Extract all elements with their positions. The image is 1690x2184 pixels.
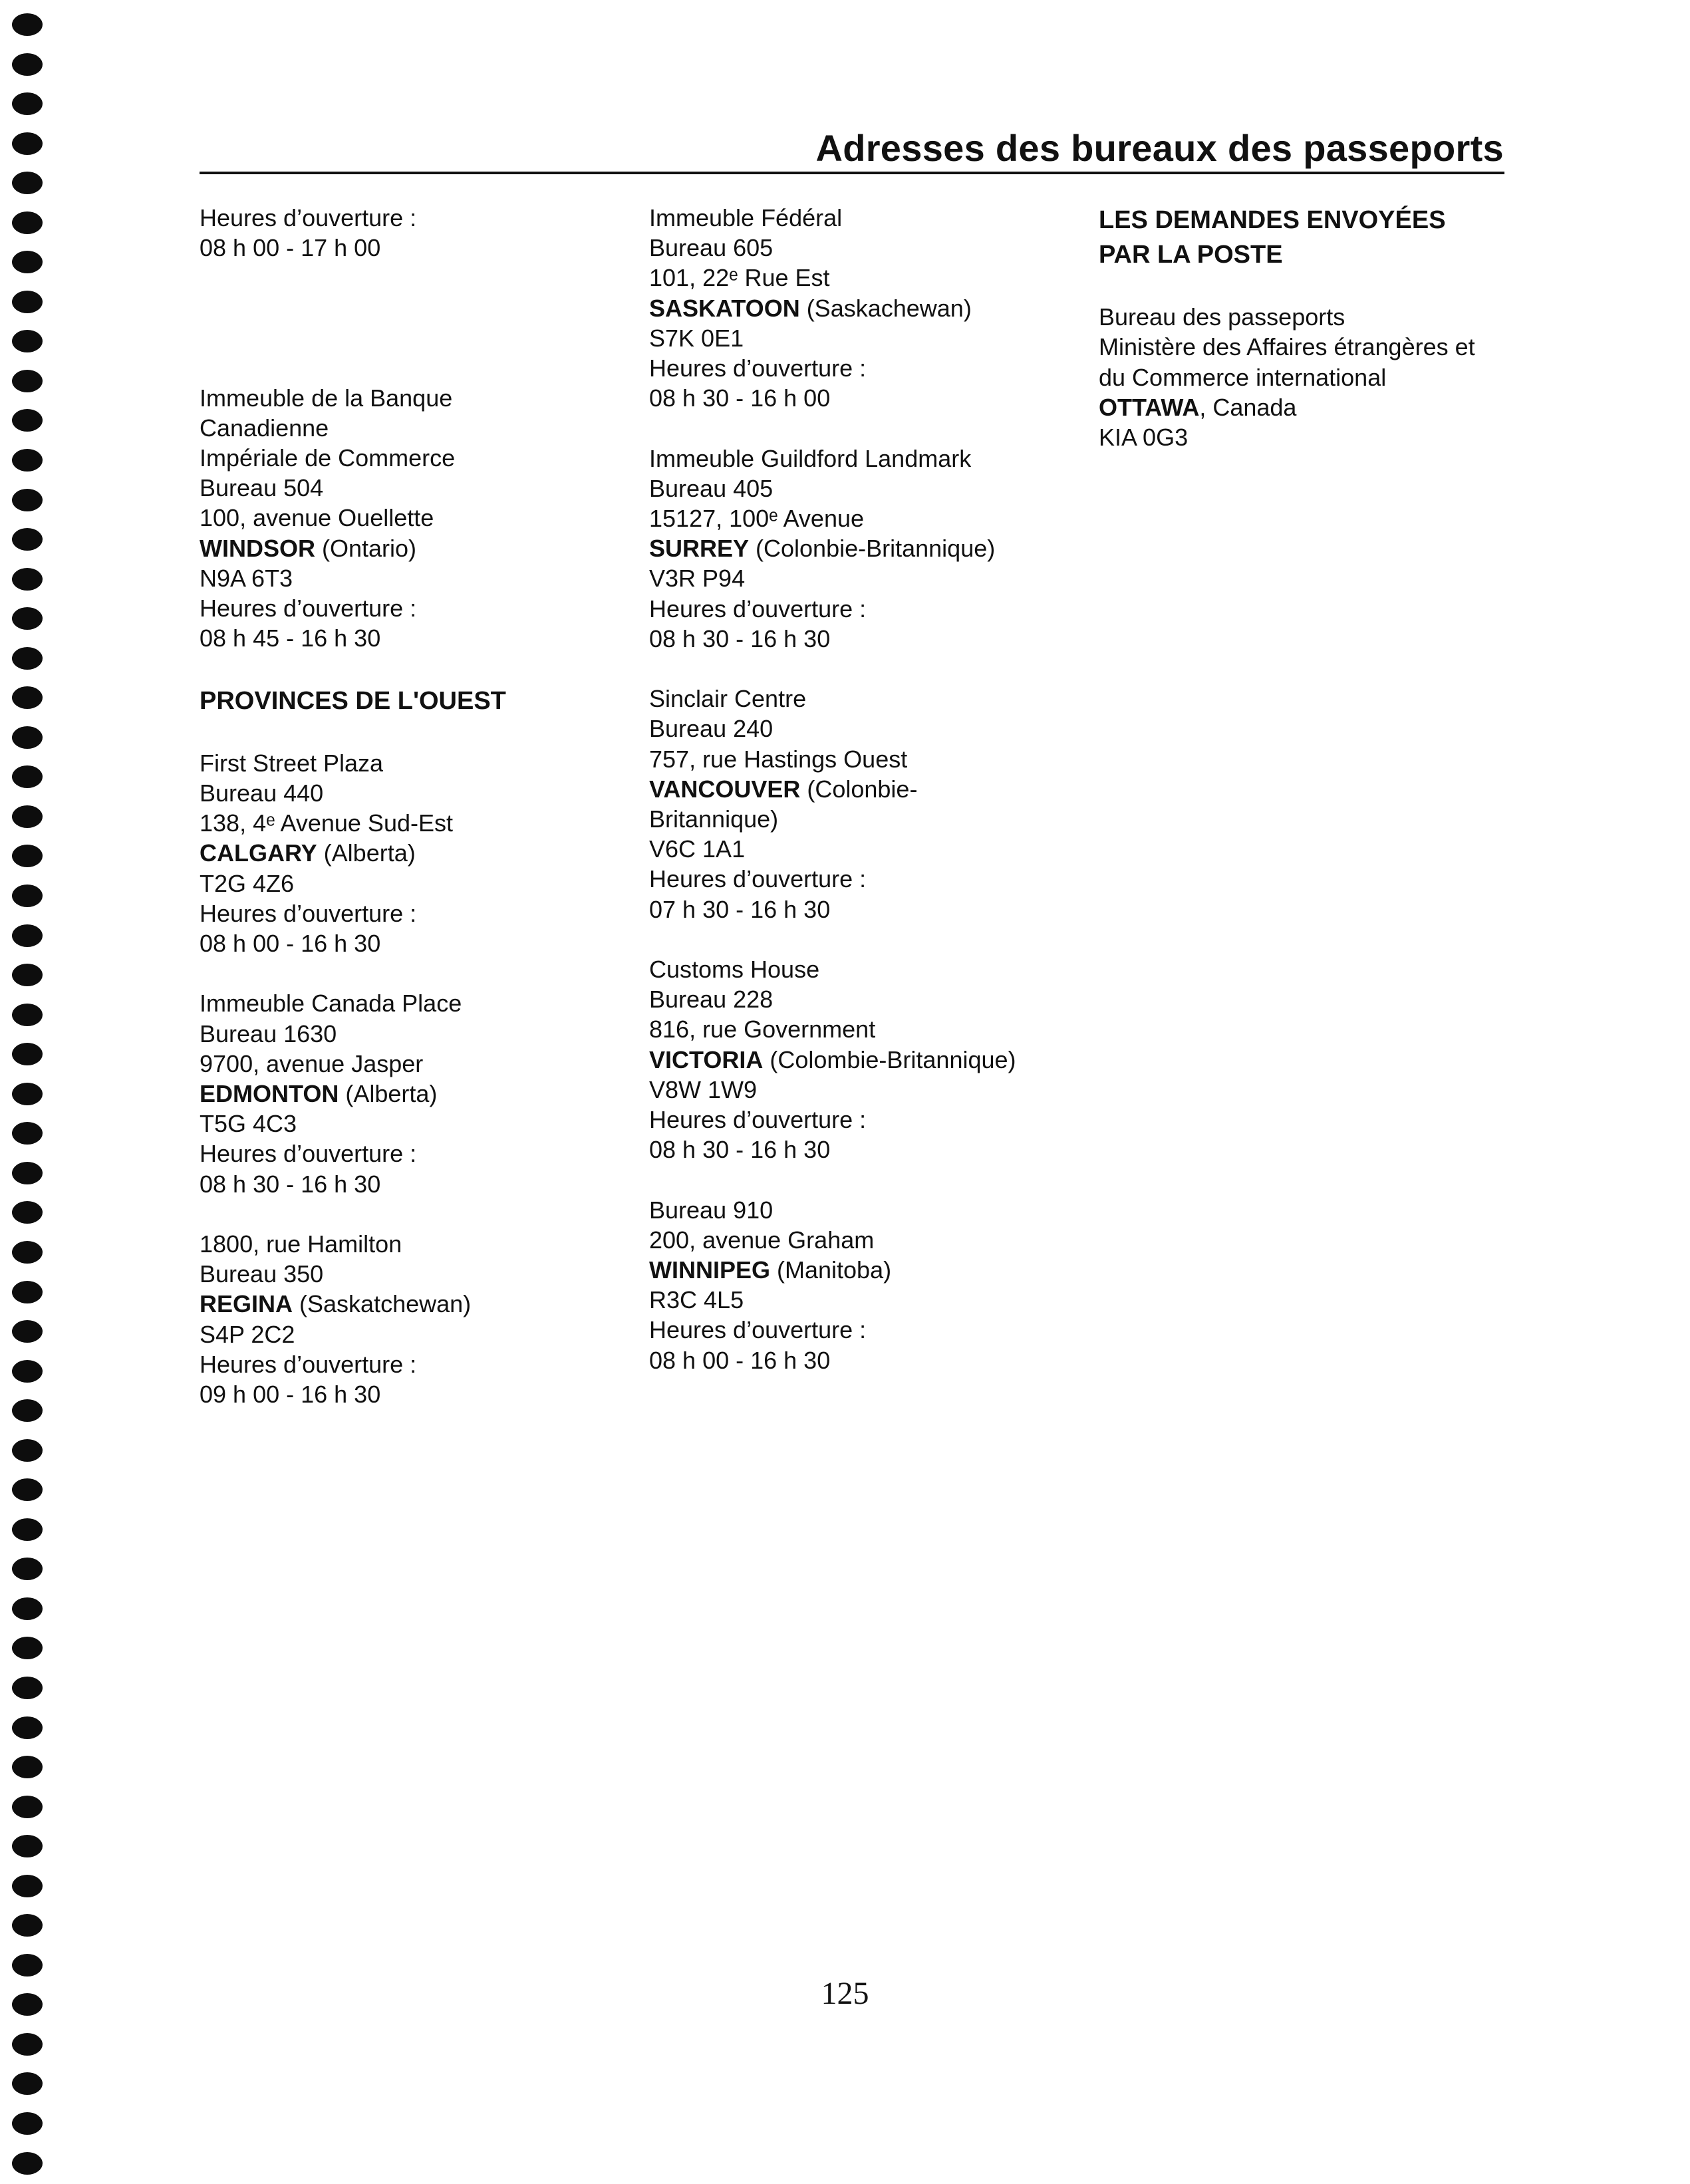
spacer [200, 293, 625, 383]
postal-code: V8W 1W9 [649, 1075, 758, 1103]
province-name: , Canada [1199, 393, 1297, 421]
address-surrey [649, 444, 1075, 654]
city-name: EDMONTON [200, 1080, 339, 1108]
hours-value: 07 h 30 - 16 h 30 [649, 895, 831, 923]
address-line: Immeuble de la Banque [200, 384, 453, 412]
postal-code: S4P 2C2 [200, 1320, 295, 1348]
hours-value: 08 h 00 - 17 h 00 [200, 234, 381, 262]
city-line [649, 533, 1075, 563]
province-name: (Saskachewan) [799, 294, 972, 322]
address-line: Bureau 405 [649, 474, 774, 502]
hours-label: Heures d’ouverture : [649, 865, 867, 893]
binding-hole [12, 370, 43, 392]
column-right [1099, 203, 1524, 482]
binding-hole [12, 1875, 43, 1897]
postal-code: KIA 0G3 [1099, 424, 1189, 451]
province-continuation: Britannique) [649, 805, 779, 833]
binding-hole [12, 1043, 43, 1065]
binding-hole [12, 2033, 43, 2056]
hours-value: 08 h 30 - 16 h 00 [649, 384, 831, 412]
city-name: OTTAWA [1099, 393, 1200, 421]
binding-hole [12, 172, 43, 194]
binding-hole [12, 964, 43, 986]
address-line: Sinclair Centre [649, 685, 807, 713]
postal-code: N9A 6T3 [200, 564, 293, 592]
binding-hole [12, 1122, 43, 1145]
section-heading-west: PROVINCES DE L'OUEST [200, 686, 506, 715]
hours-label: Heures d’ouverture : [200, 899, 417, 927]
section-heading-mail [1099, 203, 1524, 272]
binding-hole [12, 1716, 43, 1739]
address-line: Immeuble Fédéral [649, 204, 843, 231]
binding-hole [12, 13, 43, 36]
address-line: 1800, rue Hamilton [200, 1230, 402, 1258]
city-line [1099, 392, 1524, 422]
postal-code: V3R P94 [649, 565, 746, 593]
binding-hole [12, 1439, 43, 1462]
address-line: 200, avenue Graham [649, 1226, 875, 1254]
province-name: (Manitoba) [770, 1256, 892, 1284]
binding-hole [12, 291, 43, 313]
address-line: Bureau 440 [200, 779, 324, 807]
address-line: 757, rue Hastings Ouest [649, 745, 908, 773]
binding-hole [12, 1597, 43, 1620]
hours-value: 09 h 00 - 16 h 30 [200, 1381, 381, 1409]
hours-label: Heures d’ouverture : [200, 204, 417, 231]
city-line [200, 838, 625, 868]
address-line: Bureau 228 [649, 986, 774, 1014]
address-line: Immeuble Guildford Landmark [649, 444, 972, 472]
binding-hole [12, 251, 43, 273]
address-line: Canadienne [200, 414, 329, 442]
binding-hole [12, 1360, 43, 1383]
binding-hole [12, 211, 43, 234]
hours-label: Heures d’ouverture : [649, 1316, 867, 1344]
heading-line: LES DEMANDES ENVOYÉES [1099, 206, 1446, 234]
city-line [649, 774, 1075, 804]
binding-hole [12, 1558, 43, 1580]
hours-label: Heures d’ouverture : [200, 1350, 417, 1378]
binding-hole [12, 2112, 43, 2135]
hours-block [200, 203, 625, 263]
province-name: (Colombie-Britannique) [763, 1045, 1016, 1073]
city-line [200, 1079, 625, 1109]
binding-hole [12, 330, 43, 352]
binding-hole [12, 1083, 43, 1105]
city-name: VICTORIA [649, 1045, 764, 1073]
city-name: REGINA [200, 1290, 293, 1318]
binding-hole [12, 1677, 43, 1699]
column-middle [649, 203, 1075, 1405]
binding-hole [12, 607, 43, 630]
heading-line: PAR LA POSTE [1099, 241, 1283, 269]
header-rule [200, 172, 1504, 174]
city-line [200, 1289, 625, 1319]
page-title: Adresses des bureaux des passeports [815, 127, 1504, 169]
address-vancouver [649, 684, 1075, 924]
address-calgary [200, 748, 625, 958]
city-line [649, 293, 1075, 323]
binding-hole [12, 805, 43, 828]
address-line: Bureau des passeports [1099, 303, 1345, 331]
binding-hole [12, 53, 43, 76]
binding-hole [12, 528, 43, 551]
address-line: Bureau 910 [649, 1196, 774, 1224]
page-number: 125 [821, 1976, 869, 2011]
province-name: (Colonbie- [800, 775, 918, 803]
city-name: SASKATOON [649, 294, 800, 322]
address-victoria [649, 954, 1075, 1164]
province-name: (Saskatchewan) [293, 1290, 472, 1318]
address-line: Customs House [649, 956, 820, 984]
hours-value: 08 h 30 - 16 h 30 [649, 1136, 831, 1164]
province-name: (Alberta) [317, 839, 416, 867]
province-name: (Ontario) [315, 534, 417, 562]
binding-hole [12, 924, 43, 947]
binding-hole [12, 132, 43, 155]
address-line: First Street Plaza [200, 749, 384, 777]
column-left [200, 203, 625, 1439]
address-ottawa [1099, 302, 1524, 452]
city-name: CALGARY [200, 839, 317, 867]
binding-hole [12, 1518, 43, 1541]
binding-hole [12, 92, 43, 115]
binding-hole [12, 2072, 43, 2095]
hours-value: 08 h 00 - 16 h 30 [200, 930, 381, 958]
postal-code: T5G 4C3 [200, 1110, 297, 1138]
binding-hole [12, 409, 43, 432]
hours-label: Heures d’ouverture : [200, 595, 417, 622]
city-name: WINDSOR [200, 534, 315, 562]
address-line: Bureau 350 [200, 1260, 324, 1288]
binding-hole [12, 1914, 43, 1937]
hours-value: 08 h 00 - 16 h 30 [649, 1346, 831, 1374]
address-edmonton [200, 988, 625, 1198]
city-line [649, 1255, 1075, 1285]
binding-hole [12, 568, 43, 591]
hours-value: 08 h 30 - 16 h 30 [649, 624, 831, 652]
binding-hole [12, 1162, 43, 1184]
postal-code: S7K 0E1 [649, 324, 744, 352]
binding-hole [12, 765, 43, 788]
binding-hole [12, 1756, 43, 1778]
binding-hole [12, 726, 43, 749]
binding-hole [12, 686, 43, 709]
binding-hole [12, 1004, 43, 1026]
binding-hole [12, 1796, 43, 1818]
binding-hole [12, 1835, 43, 1857]
address-winnipeg [649, 1195, 1075, 1375]
address-line: Bureau 504 [200, 474, 324, 502]
binding-hole [12, 1399, 43, 1422]
hours-value: 08 h 45 - 16 h 30 [200, 624, 381, 652]
address-line: 138, 4ᵉ Avenue Sud-Est [200, 809, 453, 837]
binding-hole [12, 1637, 43, 1659]
address-line: Bureau 240 [649, 715, 774, 743]
province-name: (Colonbie-Britannique) [749, 535, 996, 563]
address-line: Immeuble Canada Place [200, 990, 462, 1018]
address-saskatoon [649, 203, 1075, 413]
hours-label: Heures d’ouverture : [649, 595, 867, 622]
address-line: Bureau 1630 [200, 1020, 337, 1047]
city-line [200, 533, 625, 563]
binding-hole [12, 647, 43, 670]
address-line: 100, avenue Ouellette [200, 504, 434, 532]
address-line: Bureau 605 [649, 234, 774, 262]
address-line: 15127, 100ᵉ Avenue [649, 505, 865, 533]
hours-label: Heures d’ouverture : [649, 1106, 867, 1134]
binding-hole [12, 489, 43, 511]
binding-hole [12, 1241, 43, 1264]
address-line: Ministère des Affaires étrangères et [1099, 333, 1475, 361]
binding-hole [12, 1954, 43, 1977]
address-line: du Commerce international [1099, 363, 1387, 391]
address-windsor [200, 383, 625, 654]
postal-code: V6C 1A1 [649, 835, 746, 863]
binding-hole [12, 1320, 43, 1343]
hours-label: Heures d’ouverture : [200, 1140, 417, 1168]
address-line: Impériale de Commerce [200, 444, 456, 472]
binding-hole [12, 885, 43, 907]
address-line: 9700, avenue Jasper [200, 1049, 424, 1077]
binding-hole [12, 1478, 43, 1501]
city-name: VANCOUVER [649, 775, 801, 803]
province-name: (Alberta) [339, 1080, 438, 1108]
address-line: 816, rue Government [649, 1016, 876, 1043]
hours-value: 08 h 30 - 16 h 30 [200, 1170, 381, 1198]
address-regina [200, 1229, 625, 1409]
binding-hole [12, 449, 43, 472]
address-line: 101, 22ᵉ Rue Est [649, 264, 830, 292]
hours-label: Heures d’ouverture : [649, 354, 867, 382]
postal-code: T2G 4Z6 [200, 869, 295, 897]
city-line [649, 1045, 1075, 1075]
binding-hole [12, 1201, 43, 1224]
binding-hole [12, 845, 43, 867]
binding-hole [12, 1281, 43, 1303]
binding-hole [12, 2152, 43, 2175]
city-name: WINNIPEG [649, 1256, 771, 1284]
city-name: SURREY [649, 535, 750, 563]
spiral-binding [12, 13, 45, 2175]
postal-code: R3C 4L5 [649, 1286, 744, 1314]
